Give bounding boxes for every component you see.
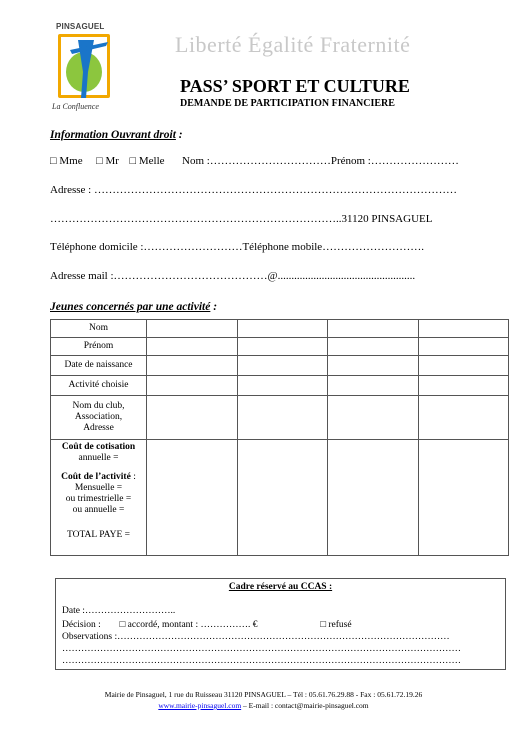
table-cell[interactable]	[418, 440, 509, 556]
row-label-club: Nom du club, Association, Adresse	[51, 396, 147, 440]
table-cell[interactable]	[147, 356, 238, 376]
table-cell[interactable]	[237, 376, 328, 396]
table-cell[interactable]	[328, 320, 419, 338]
republic-motto: Liberté Égalité Fraternité	[175, 32, 411, 57]
table-cell[interactable]	[418, 396, 509, 440]
address-field-1[interactable]: Adresse : ………………………………………………………………………………………	[50, 184, 457, 196]
melle-checkbox[interactable]: □ Melle	[129, 155, 165, 167]
row-label-costs: Coût de cotisation annuelle = Coût de l’activité : Mensuelle = ou trimestrielle = ou annuelle = TOTAL PAYE =	[51, 440, 147, 556]
ccas-observations-field[interactable]: Observations :……………………………………………………………………………………………	[62, 632, 450, 642]
ccas-observations-line[interactable]: ………………………………………………………………………………………………………………	[62, 644, 461, 654]
table-cell[interactable]	[237, 440, 328, 556]
name-field[interactable]: Nom :……………………………Prénom :……………………	[182, 155, 459, 167]
row-label-activite: Activité choisie	[51, 376, 147, 396]
table-cell[interactable]	[418, 320, 509, 338]
footer-email: – E-mail : contact@mairie-pinsaguel.com	[241, 701, 369, 710]
table-cell[interactable]	[147, 396, 238, 440]
website-link[interactable]: www.mairie-pinsaguel.com	[158, 701, 242, 710]
table-cell[interactable]	[328, 396, 419, 440]
section-info-heading: Information Ouvrant droit :	[50, 129, 183, 141]
table-row	[51, 440, 509, 556]
civility-row	[50, 155, 459, 167]
table-cell[interactable]	[237, 396, 328, 440]
footer-contact	[0, 701, 527, 710]
logo-town-name: PINSAGUEL	[56, 22, 105, 31]
table-row	[51, 376, 509, 396]
youth-table	[50, 319, 509, 556]
email-field[interactable]: Adresse mail :……………………………………@..................................................	[50, 270, 416, 282]
table-cell[interactable]	[418, 338, 509, 356]
section-youth-heading: Jeunes concernés par une activité :	[50, 301, 218, 313]
table-row	[51, 320, 509, 338]
table-cell[interactable]	[147, 320, 238, 338]
table-row	[51, 396, 509, 440]
table-cell[interactable]	[328, 376, 419, 396]
table-cell[interactable]	[147, 376, 238, 396]
logo-subtitle: La Confluence	[52, 102, 99, 111]
page-title: PASS’ SPORT ET CULTURE	[180, 76, 410, 96]
table-cell[interactable]	[237, 356, 328, 376]
ccas-heading: Cadre réservé au CCAS :	[228, 582, 333, 592]
table-cell[interactable]	[147, 440, 238, 556]
page-subtitle: DEMANDE DE PARTICIPATION FINANCIERE	[180, 98, 395, 109]
address-field-2[interactable]: ……………………………………………………………………..31120 PINSAGUEL	[50, 213, 433, 225]
table-cell[interactable]	[418, 376, 509, 396]
pinsaguel-logo	[50, 22, 120, 112]
refuse-checkbox[interactable]: □ refusé	[320, 620, 352, 630]
table-row	[51, 356, 509, 376]
table-cell[interactable]	[237, 320, 328, 338]
row-label-prenom: Prénom	[51, 338, 147, 356]
table-cell[interactable]	[237, 338, 328, 356]
footer-address: Mairie de Pinsaguel, 1 rue du Ruisseau 31120 PINSAGUEL – Tél : 05.61.76.29.88 - Fax : 05.61.72.19.26	[104, 690, 423, 699]
mr-checkbox[interactable]: □ Mr	[96, 155, 119, 167]
accorde-checkbox[interactable]: □ accordé, montant : ……………. €	[119, 620, 258, 630]
ccas-observations-line[interactable]: ………………………………………………………………………………………………………………	[62, 656, 461, 666]
telephone-field[interactable]: Téléphone domicile :………………………Téléphone mobile……………………….	[50, 241, 424, 253]
ccas-decision-row: Décision : □ accordé, montant : ……………. € □ refusé	[62, 620, 352, 630]
table-cell[interactable]	[328, 440, 419, 556]
ccas-date-field[interactable]: Date :………………………..	[62, 606, 176, 616]
row-label-date-naissance: Date de naissance	[51, 356, 147, 376]
table-row	[51, 338, 509, 356]
table-cell[interactable]	[328, 356, 419, 376]
table-cell[interactable]	[418, 356, 509, 376]
logo-river-mark	[50, 32, 120, 102]
table-cell[interactable]	[328, 338, 419, 356]
mme-checkbox[interactable]: □ Mme	[50, 155, 83, 167]
ccas-box	[55, 578, 506, 670]
row-label-nom: Nom	[51, 320, 147, 338]
table-cell[interactable]	[147, 338, 238, 356]
